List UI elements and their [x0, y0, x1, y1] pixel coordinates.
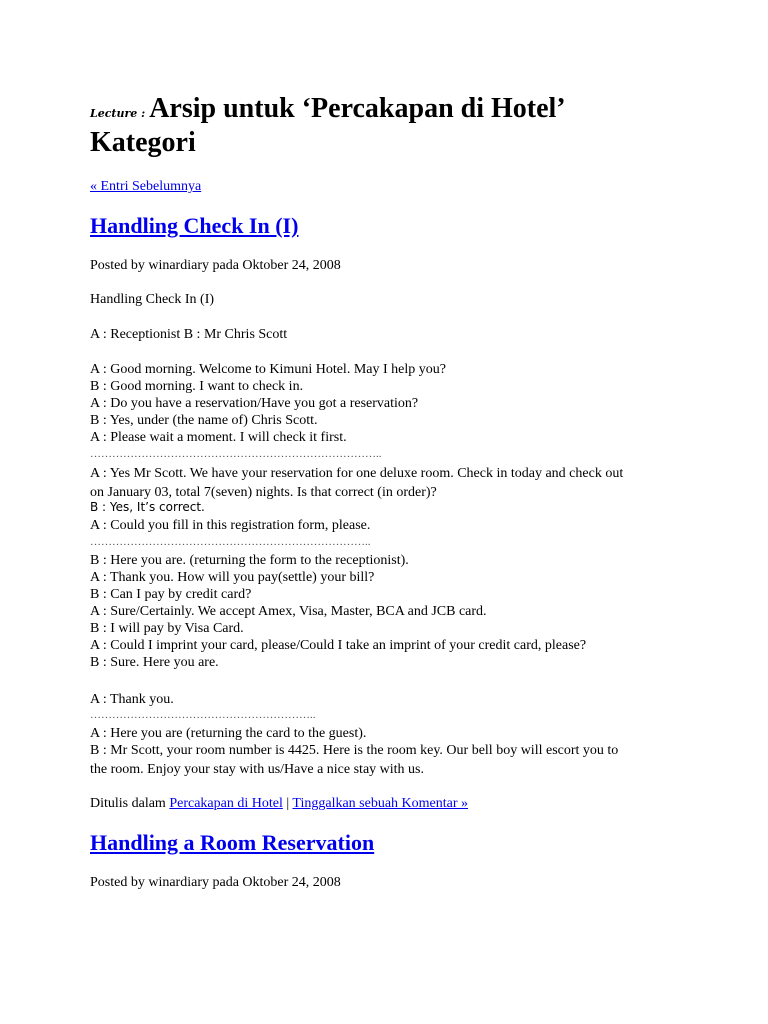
post-title-link[interactable]: Handling a Room Reservation	[90, 830, 375, 855]
page-header	[90, 92, 566, 126]
dialogue-line: A : Thank you. How will you pay(settle) your bill?	[90, 570, 375, 585]
post-subtitle: Handling Check In (I)	[90, 292, 215, 307]
dotted-separator: ……………………………………………………..	[90, 709, 316, 721]
dialogue-line: A : Yes Mr Scott. We have your reservation for one deluxe room. Check in today and check out	[90, 466, 624, 481]
dialogue-block-3	[90, 552, 586, 671]
dialogue-block-1	[90, 361, 446, 446]
dialogue-line: on January 03, total 7(seven) nights. Is that correct (in order)?	[90, 485, 437, 500]
dialogue-line-correct: B : Yes, It’s correct.	[90, 500, 205, 514]
footer-prefix: Ditulis dalam	[90, 796, 166, 811]
footer-separator: |	[286, 796, 290, 811]
dialogue-line: A : Could I imprint your card, please/Could I take an imprint of your credit card, please?	[90, 638, 587, 653]
previous-entries-link[interactable]: « Entri Sebelumnya	[90, 179, 202, 194]
page-title: Arsip untuk ‘Percakapan di Hotel’	[149, 93, 566, 124]
roles-line: A : Receptionist B : Mr Chris Scott	[90, 327, 288, 342]
dialogue-line: B : Mr Scott, your room number is 4425. Here is the room key. Our bell boy will escort you to	[90, 743, 619, 758]
dialogue-line: B : Can I pay by credit card?	[90, 587, 252, 602]
dialogue-line: A : Could you fill in this registration form, please.	[90, 518, 371, 533]
leave-comment-link[interactable]: Tinggalkan sebuah Komentar »	[292, 796, 469, 811]
dialogue-block-2	[90, 465, 623, 501]
dialogue-line: B : Yes, under (the name of) Chris Scott.	[90, 413, 318, 428]
dialogue-block-4	[90, 725, 618, 778]
dialogue-line: B : Good morning. I want to check in.	[90, 379, 304, 394]
dialogue-line: A : Do you have a reservation/Have you got a reservation?	[90, 396, 419, 411]
dialogue-line: the room. Enjoy your stay with us/Have a nice stay with us.	[90, 762, 424, 777]
page-title-line2: Kategori	[90, 127, 196, 158]
dialogue-line-thank-you: A : Thank you.	[90, 692, 174, 707]
post-footer	[90, 795, 468, 812]
dotted-separator: ……………………………………………………………………..	[90, 448, 382, 460]
dialogue-line: B : Here you are. (returning the form to the receptionist).	[90, 553, 409, 568]
dialogue-line: B : I will pay by Visa Card.	[90, 621, 244, 636]
post-meta: Posted by winardiary pada Oktober 24, 2008	[90, 258, 341, 273]
lecture-label: Lecture :	[90, 107, 146, 120]
dialogue-line: A : Good morning. Welcome to Kimuni Hotel. May I help you?	[90, 362, 446, 377]
dotted-separator: …………………………………………………………………..	[90, 536, 371, 548]
post-title-link[interactable]: Handling Check In (I)	[90, 213, 299, 238]
dialogue-line: A : Please wait a moment. I will check it first.	[90, 430, 347, 445]
dialogue-line: A : Here you are (returning the card to the guest).	[90, 726, 367, 741]
category-link[interactable]: Percakapan di Hotel	[169, 796, 283, 811]
dialogue-line: B : Sure. Here you are.	[90, 655, 219, 670]
post-meta: Posted by winardiary pada Oktober 24, 2008	[90, 875, 341, 890]
dialogue-line: A : Sure/Certainly. We accept Amex, Visa, Master, BCA and JCB card.	[90, 604, 487, 619]
